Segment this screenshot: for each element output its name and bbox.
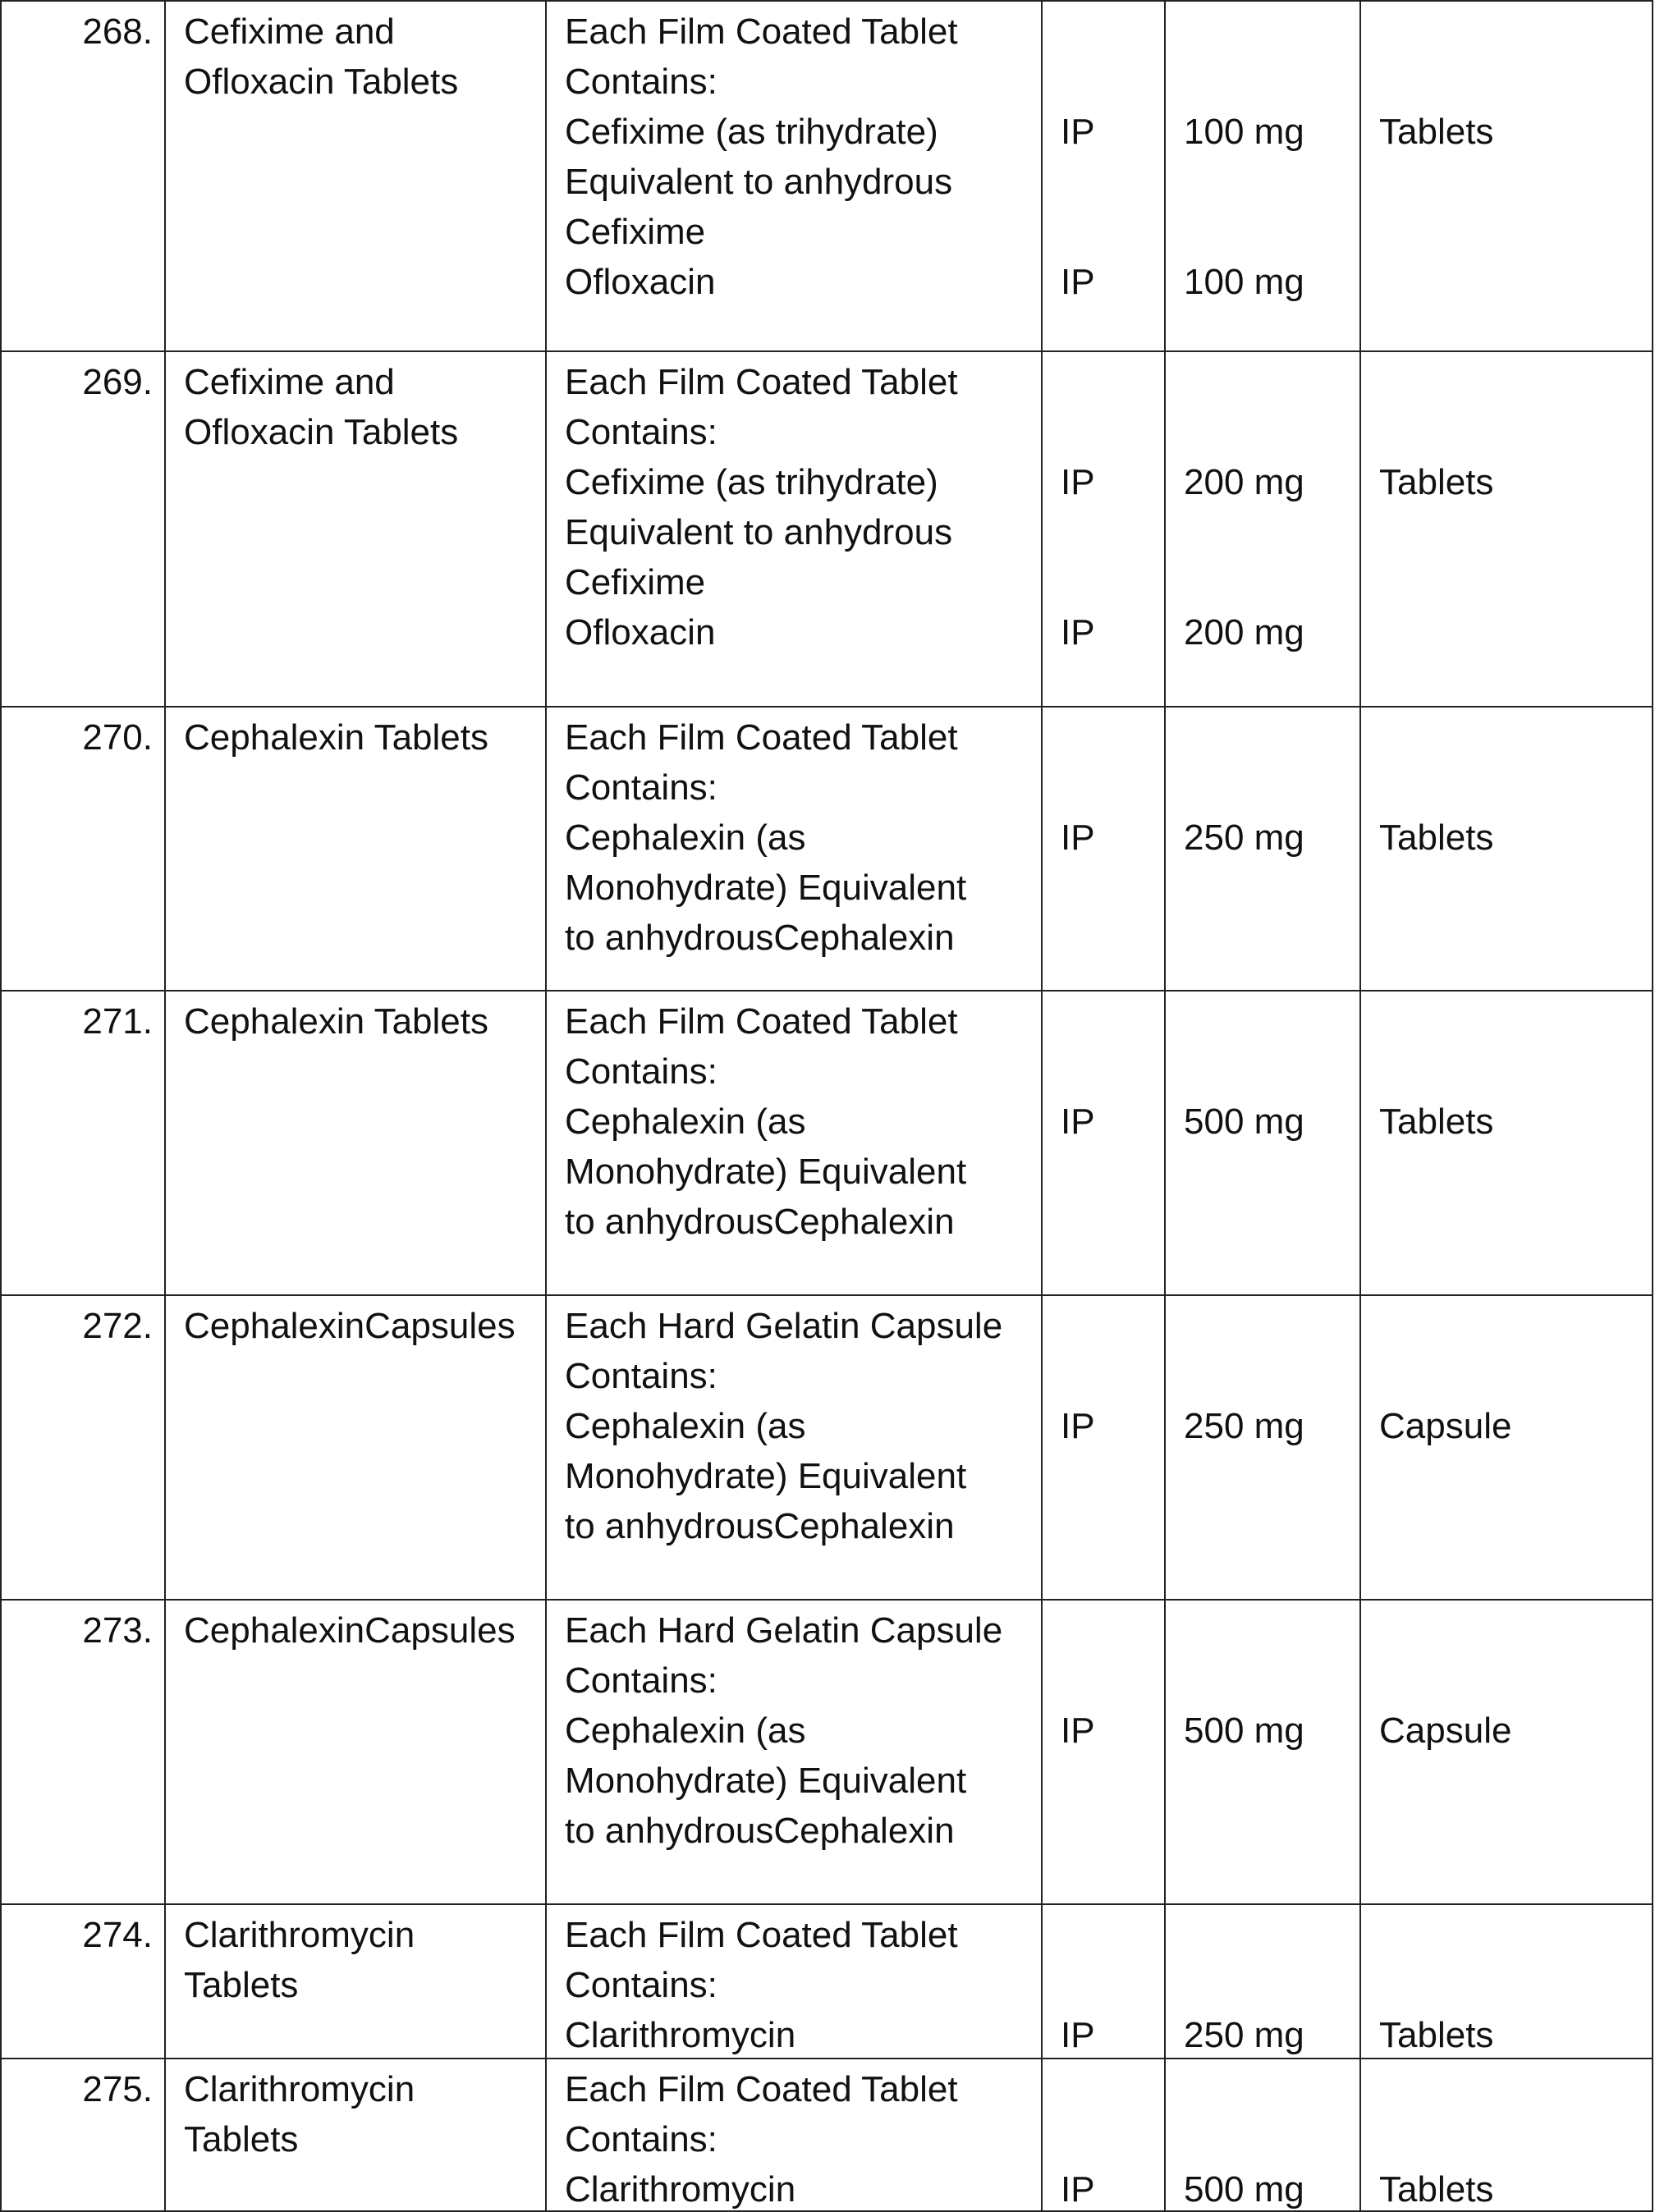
pharmacopoeia-standard: IP: [1061, 112, 1095, 152]
composition-line: Monohydrate) Equivalent: [565, 868, 967, 908]
product-name-line: CephalexinCapsules: [184, 1306, 516, 1346]
cell-form: [1361, 708, 1653, 992]
cell-comp: [547, 2059, 1043, 2212]
composition-line: Equivalent to anhydrous: [565, 162, 953, 202]
composition-line: Monohydrate) Equivalent: [565, 1456, 967, 1496]
cell-name: [166, 2059, 547, 2212]
cell-std: [1043, 708, 1166, 992]
cell-str: [1166, 1905, 1361, 2059]
serial-number: 273.: [82, 1610, 153, 1651]
product-name-line: Tablets: [184, 2119, 299, 2159]
cell-form: [1361, 0, 1653, 352]
composition-line: Contains:: [565, 767, 717, 808]
composition-line: Monohydrate) Equivalent: [565, 1761, 967, 1801]
cell-name: [166, 1601, 547, 1905]
dosage-form: Capsule: [1379, 1711, 1512, 1751]
pharmacopoeia-standard: IP: [1061, 2015, 1095, 2055]
composition-line: Cephalexin (as: [565, 1406, 806, 1446]
composition-line: Each Film Coated Tablet: [565, 362, 958, 402]
composition-line: Contains:: [565, 1051, 717, 1092]
cell-str: [1166, 1601, 1361, 1905]
table-row: [0, 1601, 1655, 1905]
composition-line: Each Film Coated Tablet: [565, 11, 958, 52]
cell-comp: [547, 992, 1043, 1296]
composition-line: Cephalexin (as: [565, 1711, 806, 1751]
composition-line: Cefixime: [565, 562, 706, 602]
dosage-form: Tablets: [1379, 1101, 1494, 1142]
cell-comp: [547, 1905, 1043, 2059]
cell-str: [1166, 0, 1361, 352]
cell-sno: [0, 992, 166, 1296]
product-name-line: Clarithromycin: [184, 2069, 415, 2109]
cell-std: [1043, 352, 1166, 708]
composition-line: Each Film Coated Tablet: [565, 1915, 958, 1955]
cell-comp: [547, 352, 1043, 708]
cell-sno: [0, 1296, 166, 1601]
cell-form: [1361, 992, 1653, 1296]
cell-std: [1043, 992, 1166, 1296]
cell-sno: [0, 708, 166, 992]
table-row: [0, 1905, 1655, 2059]
table-row: [0, 2059, 1655, 2212]
table-row: [0, 1296, 1655, 1601]
pharmacopoeia-standard: IP: [1061, 462, 1095, 502]
composition-line: Cefixime: [565, 212, 706, 252]
composition-line: to anhydrousCephalexin: [565, 1811, 955, 1851]
composition-line: to anhydrousCephalexin: [565, 1202, 955, 1242]
cell-str: [1166, 1296, 1361, 1601]
cell-form: [1361, 1601, 1653, 1905]
product-name-line: Clarithromycin: [184, 1915, 415, 1955]
cell-comp: [547, 708, 1043, 992]
composition-line: Contains:: [565, 1965, 717, 2005]
composition-line: Ofloxacin: [565, 262, 716, 302]
cell-name: [166, 0, 547, 352]
strength-value: 500 mg: [1184, 1711, 1304, 1751]
cell-form: [1361, 352, 1653, 708]
composition-line: to anhydrousCephalexin: [565, 1506, 955, 1546]
strength-value: 250 mg: [1184, 2015, 1304, 2055]
cell-str: [1166, 992, 1361, 1296]
composition-line: Contains:: [565, 2119, 717, 2159]
composition-line: Cefixime (as trihydrate): [565, 462, 938, 502]
cell-sno: [0, 1905, 166, 2059]
cell-form: [1361, 1296, 1653, 1601]
strength-value: 100 mg: [1184, 112, 1304, 152]
composition-line: Ofloxacin: [565, 612, 716, 653]
cell-comp: [547, 1296, 1043, 1601]
composition-line: Each Film Coated Tablet: [565, 2069, 958, 2109]
cell-comp: [547, 0, 1043, 352]
table-row: [0, 708, 1655, 992]
composition-line: Contains:: [565, 1660, 717, 1701]
pharmacopoeia-standard: IP: [1061, 612, 1095, 653]
composition-line: Contains:: [565, 62, 717, 102]
dosage-form: Tablets: [1379, 112, 1494, 152]
dosage-form: Tablets: [1379, 2169, 1494, 2210]
cell-name: [166, 1296, 547, 1601]
pharmacopoeia-standard: IP: [1061, 1101, 1095, 1142]
composition-line: Clarithromycin: [565, 2015, 796, 2055]
cell-std: [1043, 0, 1166, 352]
cell-name: [166, 1905, 547, 2059]
product-name-line: Tablets: [184, 1965, 299, 2005]
cell-name: [166, 352, 547, 708]
cell-str: [1166, 708, 1361, 992]
cell-std: [1043, 1601, 1166, 1905]
pharmacopoeia-standard: IP: [1061, 817, 1095, 858]
composition-line: Clarithromycin: [565, 2169, 796, 2210]
strength-value: 200 mg: [1184, 462, 1304, 502]
table-row: [0, 0, 1655, 352]
cell-std: [1043, 2059, 1166, 2212]
strength-value: 250 mg: [1184, 817, 1304, 858]
strength-value: 500 mg: [1184, 1101, 1304, 1142]
cell-sno: [0, 352, 166, 708]
product-name-line: Cefixime and: [184, 11, 395, 52]
dosage-form: Tablets: [1379, 2015, 1494, 2055]
product-name-line: Ofloxacin Tablets: [184, 62, 459, 102]
strength-value: 250 mg: [1184, 1406, 1304, 1446]
composition-line: Monohydrate) Equivalent: [565, 1152, 967, 1192]
serial-number: 271.: [82, 1001, 153, 1042]
table-row: [0, 352, 1655, 708]
cell-name: [166, 708, 547, 992]
composition-line: Cefixime (as trihydrate): [565, 112, 938, 152]
strength-value: 200 mg: [1184, 612, 1304, 653]
dosage-form: Capsule: [1379, 1406, 1512, 1446]
composition-line: Contains:: [565, 1356, 717, 1396]
serial-number: 270.: [82, 717, 153, 758]
product-name-line: Cefixime and: [184, 362, 395, 402]
composition-line: to anhydrousCephalexin: [565, 918, 955, 958]
cell-str: [1166, 2059, 1361, 2212]
composition-line: Cephalexin (as: [565, 817, 806, 858]
serial-number: 272.: [82, 1306, 153, 1346]
composition-line: Each Hard Gelatin Capsule: [565, 1610, 1003, 1651]
serial-number: 268.: [82, 11, 153, 52]
cell-form: [1361, 1905, 1653, 2059]
table-row: [0, 992, 1655, 1296]
pharmacopoeia-standard: IP: [1061, 2169, 1095, 2210]
serial-number: 275.: [82, 2069, 153, 2109]
pharmacopoeia-standard: IP: [1061, 1406, 1095, 1446]
composition-line: Cephalexin (as: [565, 1101, 806, 1142]
cell-comp: [547, 1601, 1043, 1905]
pharmacopoeia-standard: IP: [1061, 1711, 1095, 1751]
product-name-line: Cephalexin Tablets: [184, 717, 488, 758]
serial-number: 269.: [82, 362, 153, 402]
composition-line: Each Film Coated Tablet: [565, 1001, 958, 1042]
composition-line: Contains:: [565, 412, 717, 452]
composition-line: Equivalent to anhydrous: [565, 512, 953, 552]
product-name-line: CephalexinCapsules: [184, 1610, 516, 1651]
cell-std: [1043, 1296, 1166, 1601]
cell-sno: [0, 1601, 166, 1905]
strength-value: 100 mg: [1184, 262, 1304, 302]
cell-name: [166, 992, 547, 1296]
product-name-line: Ofloxacin Tablets: [184, 412, 459, 452]
serial-number: 274.: [82, 1915, 153, 1955]
pharmacopoeia-standard: IP: [1061, 262, 1095, 302]
cell-std: [1043, 1905, 1166, 2059]
cell-form: [1361, 2059, 1653, 2212]
cell-sno: [0, 0, 166, 352]
cell-str: [1166, 352, 1361, 708]
product-name-line: Cephalexin Tablets: [184, 1001, 488, 1042]
dosage-form: Tablets: [1379, 817, 1494, 858]
cell-sno: [0, 2059, 166, 2212]
dosage-form: Tablets: [1379, 462, 1494, 502]
strength-value: 500 mg: [1184, 2169, 1304, 2210]
composition-line: Each Hard Gelatin Capsule: [565, 1306, 1003, 1346]
composition-line: Each Film Coated Tablet: [565, 717, 958, 758]
